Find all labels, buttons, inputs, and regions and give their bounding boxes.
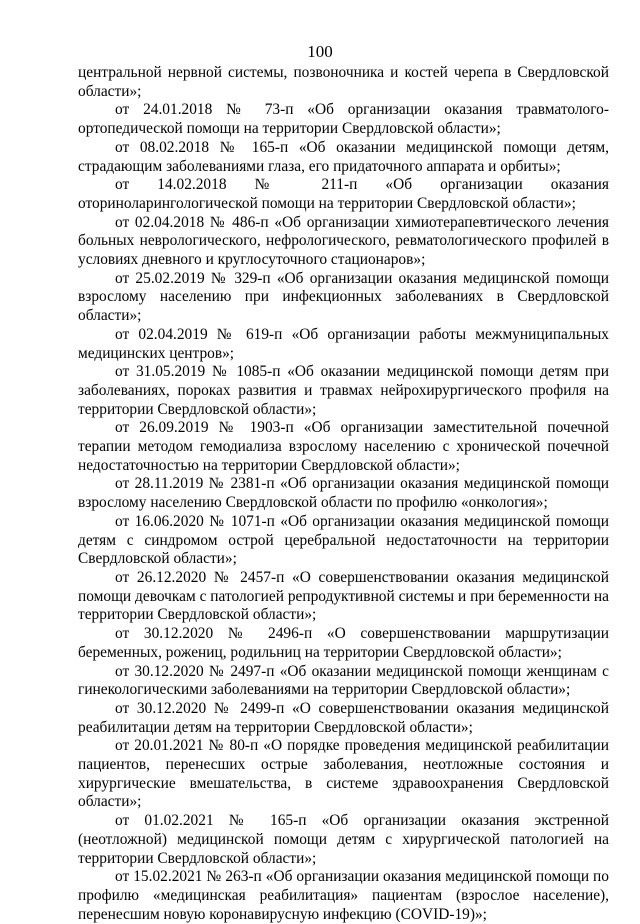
- order-item: от 24.01.2018 № 73-п «Об организации оказания травматолого-ортопедической помощи на территории Свердловской области»;: [78, 101, 609, 138]
- paragraph-continuation: центральной нервной системы, позвоночника и костей черепа в Свердловской области»;: [78, 64, 609, 100]
- page-number: 100: [307, 42, 333, 61]
- order-item: от 02.04.2018 № 486-п «Об организации химиотерапевтического лечения больных неврологического, нефрологического, ревматологического профилей в условиях дневного и круглосуточного стационаров»;: [78, 213, 609, 269]
- order-item: от 15.02.2021 № 263-п «Об организации оказания медицинской помощи по профилю «медицинская реабилитация» пациентам (взрослое население), перенесшим новую коронавирусную инфекцию (COVID-19)»;: [78, 868, 609, 923]
- order-item: от 30.12.2020 № 2496-п «О совершенствовании маршрутизации беременных, рожениц, родильниц на территории Свердловской области»;: [78, 625, 609, 661]
- order-item: от 28.11.2019 № 2381-п «Об организации оказания медицинской помощи взрослому населению Свердловской области по профилю «онкология»;: [78, 475, 609, 512]
- order-item: от 26.12.2020 № 2457-п «О совершенствовании оказания медицинской помощи девочкам с патологией репродуктивной системы и при беременности на территории Свердловской области»;: [78, 568, 609, 624]
- order-item: от 20.01.2021 № 80-п «О порядке проведения медицинской реабилитации пациентов, перенесших острые заболевания, неотложные состояния и хирургические вмешательства, в системе здравоохранения Свердловской области»;: [78, 737, 609, 811]
- order-item: от 31.05.2019 № 1085-п «Об оказании медицинской помощи детям при заболеваниях, пороках развития и травмах нейрохирургического профиля на территории Свердловской области»;: [78, 363, 609, 418]
- order-item: от 16.06.2020 № 1071-п «Об организации оказания медицинской помощи детям с синдромом острой церебральной недостаточности на территории Свердловской области»;: [78, 512, 609, 568]
- order-item: от 30.12.2020 № 2497-п «Об оказании медицинской помощи женщинам с гинекологическими заболеваниями на территории Свердловской области»;: [78, 662, 609, 699]
- order-item: от 02.04.2019 № 619-п «Об организации работы межмуниципальных медицинских центров»;: [78, 325, 609, 362]
- order-item: от 30.12.2020 № 2499-п «О совершенствовании оказания медицинской реабилитации детям на территории Свердловской области»;: [78, 699, 609, 736]
- order-item: от 01.02.2021 № 165-п «Об организации оказания экстренной (неотложной) медицинской помощи детям с хирургической патологией на территории Свердловской области»;: [78, 812, 609, 867]
- order-item: от 26.09.2019 № 1903-п «Об организации заместительной почечной терапии методом гемодиализа взрослому населению с хронической почечной недостаточностью на территории Свердловской области»;: [78, 419, 609, 474]
- order-item: от 25.02.2019 № 329-п «Об организации оказания медицинской помощи взрослому населению при инфекционных заболеваниях в Свердловской области»;: [78, 269, 609, 325]
- order-item: от 14.02.2018 № 211-п «Об организации оказания оториноларингологической помощи на территории Свердловской области»;: [78, 176, 609, 212]
- document-body: [78, 64, 609, 924]
- order-item: от 08.02.2018 № 165-п «Об оказании медицинской помощи детям, страдающим заболеваниями глаза, его придаточного аппарата и орбиты»;: [78, 138, 609, 175]
